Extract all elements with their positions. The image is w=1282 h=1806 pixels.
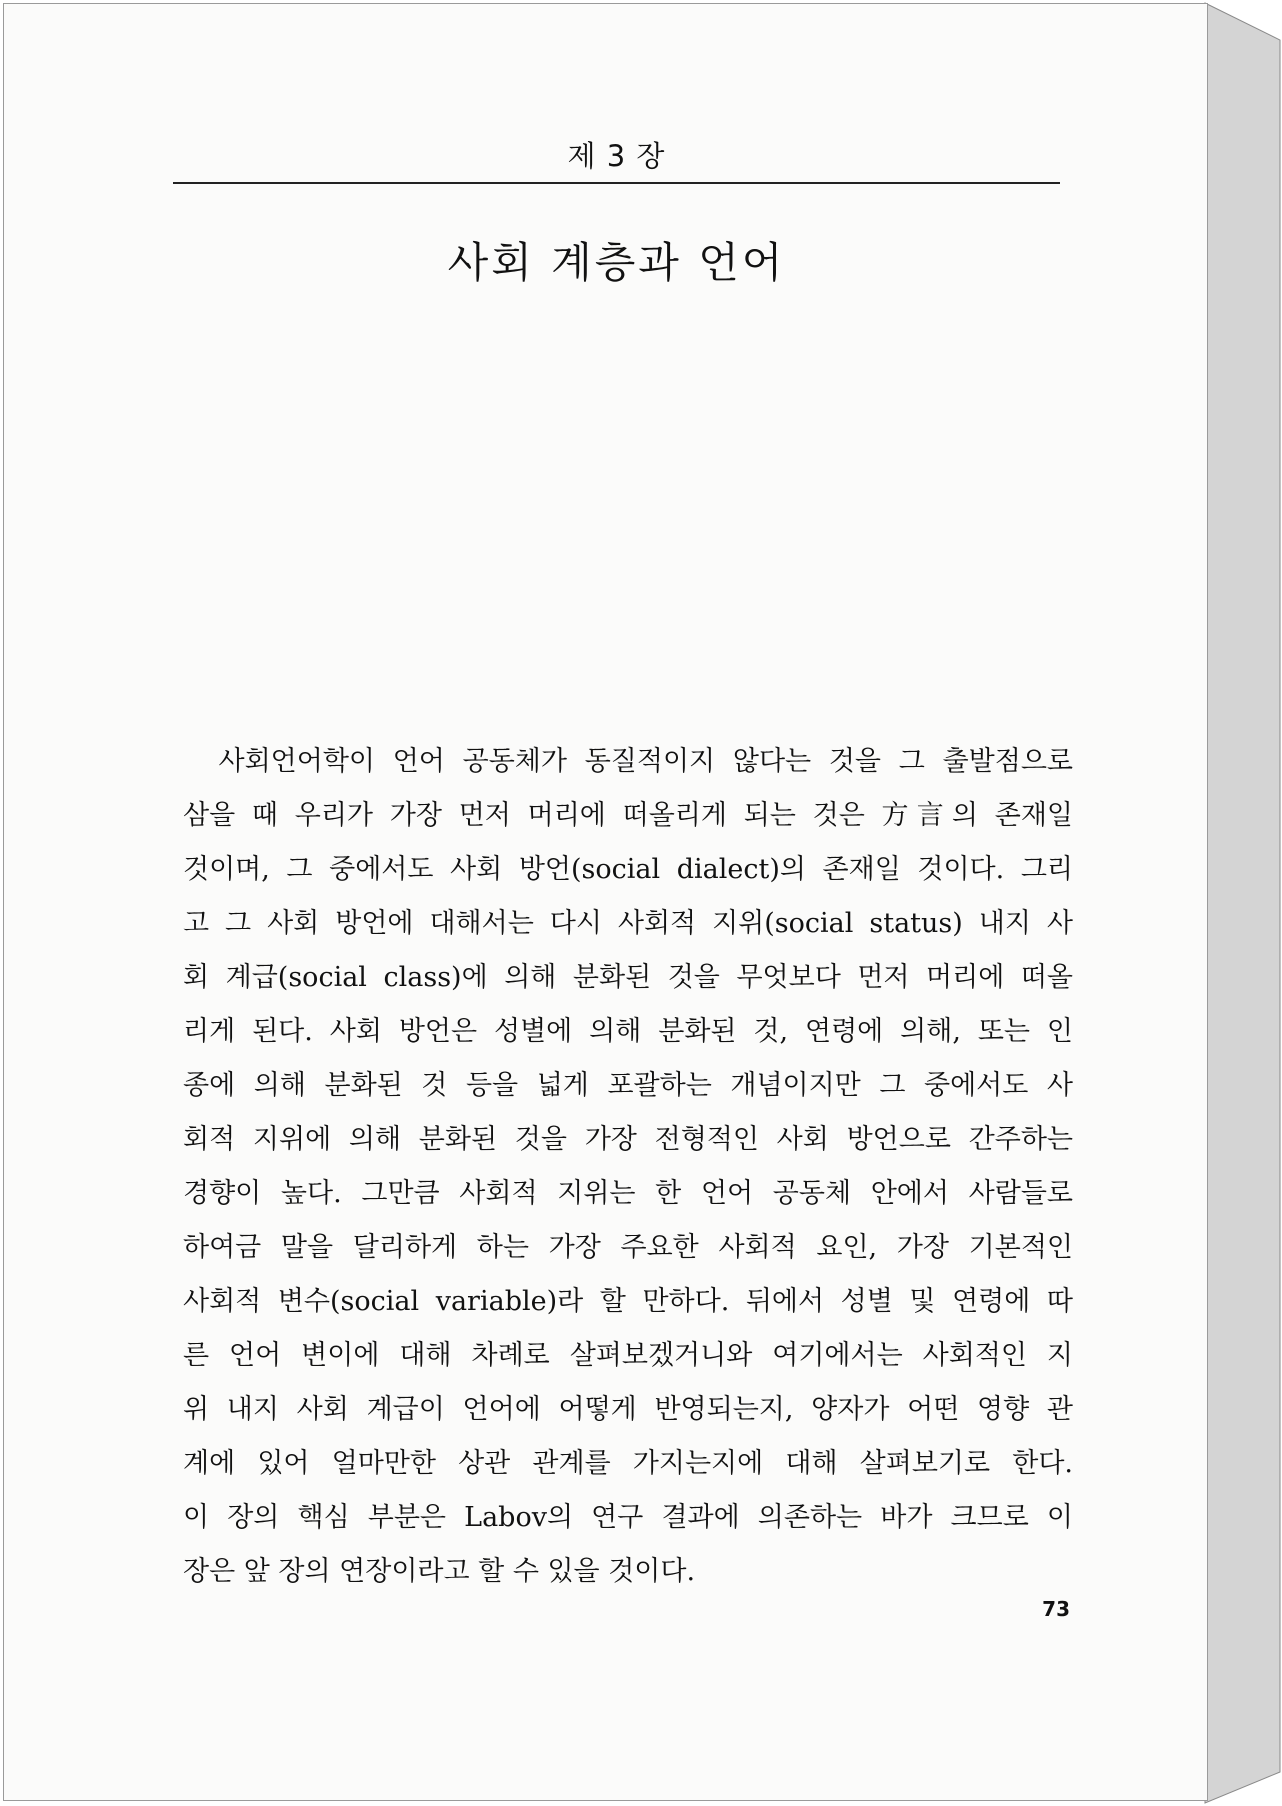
- body-line: 하여금 말을 달리하게 하는 가장 주요한 사회적 요인, 가장 기본적인: [183, 1232, 1073, 1263]
- body-line: 경향이 높다. 그만큼 사회적 지위는 한 언어 공동체 안에서 사람들로: [183, 1178, 1073, 1209]
- chapter-title: 사회 계층과 언어: [447, 238, 786, 287]
- page-number: 73: [1042, 1597, 1070, 1621]
- body-line: 종에 의해 분화된 것 등을 넓게 포괄하는 개념이지만 그 중에서도 사: [183, 1070, 1073, 1101]
- body-line: 이 장의 핵심 부분은 Labov의 연구 결과에 의존하는 바가 크므로 이: [183, 1502, 1073, 1533]
- body-line: 고 그 사회 방언에 대해서는 다시 사회적 지위(social status) 내지 사: [183, 908, 1073, 939]
- body-line: 계에 있어 얼마만한 상관 관계를 가지는지에 대해 살펴보기로 한다.: [183, 1448, 1073, 1479]
- body-paragraph: [183, 735, 1073, 1599]
- body-line: 장은 앞 장의 연장이라고 할 수 있을 것이다.: [183, 1556, 696, 1587]
- body-line: 사회언어학이 언어 공동체가 동질적이지 않다는 것을 그 출발점으로: [183, 746, 1073, 777]
- chapter-label: 제 3 장: [567, 139, 666, 173]
- chapter-divider: [173, 182, 1060, 184]
- body-line: 삼을 때 우리가 가장 먼저 머리에 떠올리게 되는 것은 方言의 존재일: [183, 800, 1073, 831]
- body-line: 른 언어 변이에 대해 차례로 살펴보겠거니와 여기에서는 사회적인 지: [183, 1340, 1073, 1371]
- body-line: 회적 지위에 의해 분화된 것을 가장 전형적인 사회 방언으로 간주하는: [183, 1124, 1073, 1155]
- body-line: 위 내지 사회 계급이 언어에 어떻게 반영되는지, 양자가 어떤 영향 관: [183, 1394, 1073, 1425]
- body-line: 회 계급(social class)에 의해 분화된 것을 무엇보다 먼저 머리에 떠올: [183, 962, 1073, 993]
- body-line: 사회적 변수(social variable)라 할 만하다. 뒤에서 성별 및 연령에 따: [183, 1286, 1073, 1317]
- body-line: 리게 된다. 사회 방언은 성별에 의해 분화된 것, 연령에 의해, 또는 인: [183, 1016, 1073, 1047]
- body-line: 것이며, 그 중에서도 사회 방언(social dialect)의 존재일 것이다. 그리: [183, 854, 1073, 885]
